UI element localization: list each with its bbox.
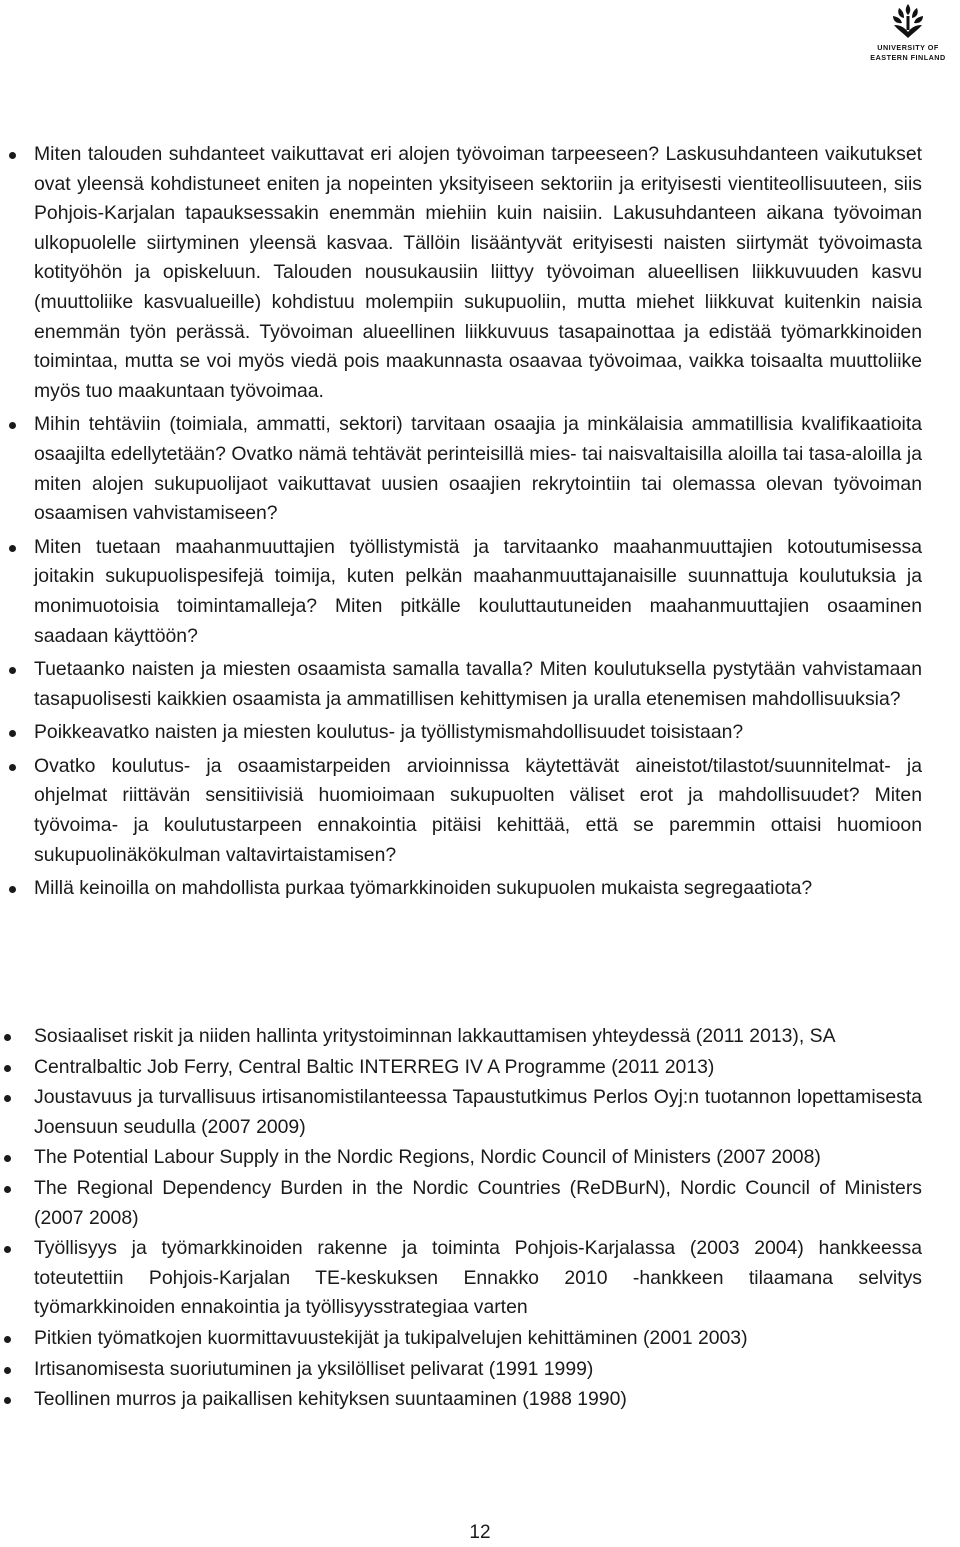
list-item-text: Centralbaltic Job Ferry, Central Baltic INTERREG IV A Programme (2011 2013) [34,1055,715,1078]
bullet-icon [9,545,16,552]
list-item [0,140,922,406]
list-item [0,1385,922,1415]
bullet-icon [4,1065,11,1072]
bullet-icon [4,1336,11,1343]
bullet-icon [4,1155,11,1162]
list-item [0,1022,922,1052]
bullet-icon [4,1397,11,1404]
list-item-text: Mihin tehtäviin (toimiala, ammatti, sektori) tarvitaan osaajia ja minkälaisia ammatillisia kvalifikaatioita osaajilta edellytetään? Ovatko nämä tehtävät perinteisillä mies- tai naisvaltaisilla aloilla tai tasa-aloilla ja miten alojen sukupuolijaot vaikuttavat uusien osaajien rekrytointiin tai olemassa olevan työvoiman osaamisen vahvistamiseen? [34,413,922,525]
list-item-text: Millä keinoilla on mahdollista purkaa työmarkkinoiden sukupuolen mukaista segregaatiota? [34,877,813,900]
list-item-text: Työllisyys ja työmarkkinoiden rakenne ja toiminta Pohjois-Karjalassa (2003 2004) hankkeessa toteutettiin Pohjois-Karjalan TE-keskuksen Ennakko 2010 -hankkeen tilaamana selvitys työmarkkinoiden ennakointia ja työllisyysstrategiaa varten [34,1237,922,1319]
list-item [0,1143,922,1173]
list-item-text: The Potential Labour Supply in the Nordic Regions, Nordic Council of Ministers (2007 2008) [34,1146,821,1169]
list-item-text: Pitkien työmatkojen kuormittavuustekijät ja tukipalvelujen kehittäminen (2001 2003) [34,1326,748,1349]
list-item-text: The Regional Dependency Burden in the Nordic Countries (ReDBurN), Nordic Council of Ministers (2007 2008) [34,1176,922,1229]
list-item [0,718,922,748]
list-item [0,1355,922,1385]
list-item-text: Tuetaanko naisten ja miesten osaamista samalla tavalla? Miten koulutuksella pystytään vahvistamaan tasapuolisesti kaikkien osaamista ja ammatillisen kehittymisen ja uralla etenemisen mahdollisuuksia? [34,658,922,710]
list-item-text: Joustavuus ja turvallisuus irtisanomistilanteessa Tapaustutkimus Perlos Oyj:n tuotannon lopettamisesta Joensuun seudulla (2007 2009) [34,1086,922,1138]
list-item [0,1083,922,1142]
question-list [0,140,960,908]
list-item [0,752,922,870]
bullet-icon [9,730,16,737]
list-item-text: Miten talouden suhdanteet vaikuttavat eri alojen työvoiman tarpeeseen? Laskusuhdanteen vaikutukset ovat yleensä kohdistuneet eniten ja nopeinten yksityiseen sektoriin ja erityisesti vientiteollisuuteen, siis Pohjois-Karjalan tapauksessakin enemmän miehiin kuin naisiin. Lakusuhdanteen aikana työvoiman ulkopuolelle siirtyminen yleensä kasvaa. Tällöin lisääntyvät erityisesti naisten siirtymät työvoimasta kotityöhön ja opiskeluun. Talouden nousukausiin liittyy työvoiman alueellisen liikkuvuuden kasvu (muuttoliike kasvualueille) kohdistuu molempiin sukupuoliin, mutta miehet liikkuvat kuitenkin naisia enemmän työn perässä. Työvoiman alueellinen liikkuvuus tasapainottaa ja edistää työmarkkinoiden toimintaa, mutta se voi myös viedä pois maakunnasta osaavaa työvoimaa, vaikka toisaalta muuttoliike myös tuo maakuntaan työvoimaa. [34,143,922,402]
list-item [0,1053,922,1083]
list-item [0,1174,922,1233]
project-list [0,1022,960,1416]
bullet-icon [9,667,16,674]
bullet-icon [4,1367,11,1374]
list-item-text: Miten tuetaan maahanmuuttajien työllistymistä ja tarvitaanko maahanmuuttajien kotoutumisessa joitakin sukupuolispesifejä toimija, kuten pelkän maahanmuuttajanaisille suunnattuja koulutuksia ja monimuotoisia toimintamalleja? Miten pitkälle kouluttautuneiden maahanmuuttajien osaaminen saadaan käyttöön? [34,535,922,647]
university-logo [862,2,954,68]
list-item-text: Ovatko koulutus- ja osaamistarpeiden arvioinnissa käytettävät aineistot/tilastot/suunnitelmat- ja ohjelmat riittävän sensitiivisiä huomioimaan sukupuolten väliset erot ja mahdollisuudet? Miten työvoima- ja koulutustarpeen ennakointia pitäisi kehittää, että se paremmin ottaisi huomioon sukupuolinäkökulman valtavirtaistamisen? [34,754,922,866]
list-item [0,874,922,904]
bullet-icon [4,1186,11,1193]
list-item-text: Poikkeavatko naisten ja miesten koulutus- ja työllistymismahdollisuudet toisistaan? [34,721,744,744]
bullet-icon [4,1246,11,1253]
list-item [0,1234,922,1323]
list-item [0,410,922,528]
list-item [0,655,922,714]
page-number: 12 [469,1522,491,1543]
bullet-icon [9,422,16,429]
list-item-text: Irtisanomisesta suoriutuminen ja yksilölliset pelivarat (1991 1999) [34,1357,594,1380]
list-item-text: Sosiaaliset riskit ja niiden hallinta yritystoiminnan lakkauttamisen yhteydessä (2011 2013), SA [34,1025,836,1047]
list-item-text: Teollinen murros ja paikallisen kehityksen suuntaaminen (1988 1990) [34,1388,627,1411]
leaf-crest-icon [891,2,925,42]
logo-line-1: UNIVERSITY OF [877,43,939,52]
logo-line-2: EASTERN FINLAND [870,53,946,62]
bullet-icon [4,1095,11,1102]
list-item [0,1324,922,1354]
bullet-icon [9,152,16,159]
bullet-icon [9,764,16,771]
bullet-icon [9,886,16,893]
bullet-icon [4,1034,11,1041]
list-item [0,533,922,651]
